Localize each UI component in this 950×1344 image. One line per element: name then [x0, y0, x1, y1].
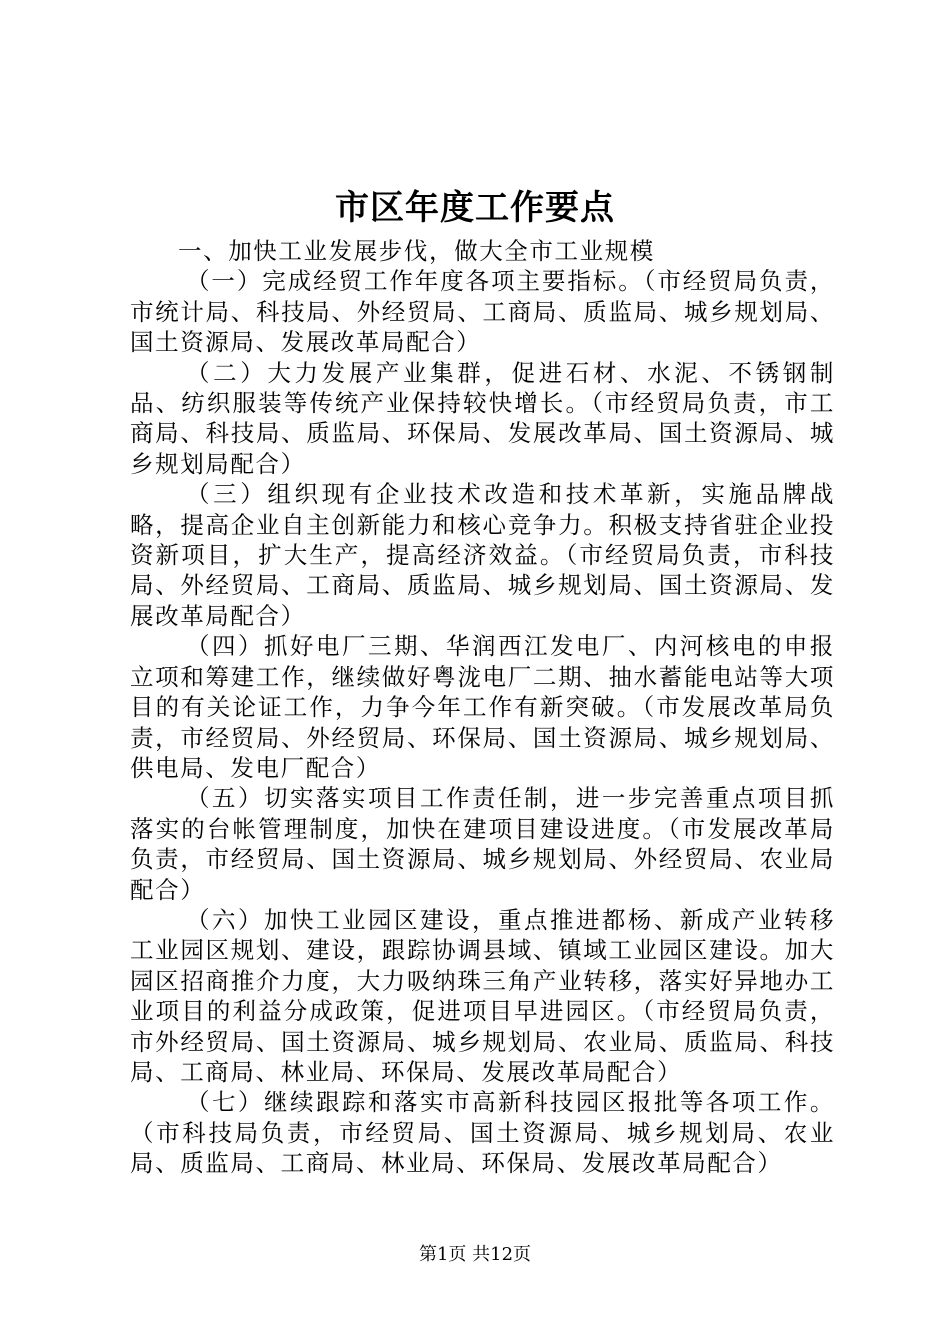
paragraph-item-6: （六）加快工业园区建设，重点推进都杨、新成产业转移工业园区规划、建设，跟踪协调县域、镇域工业园区建设。加大园区招商推介力度，大力吸纳珠三角产业转移，落实好异地办工业项目的利益分成政策，促进项目早进园区。（市经贸局负责，市外经贸局、国土资源局、城乡规划局、农业局、质监局、科技局、工商局、林业局、环保局、发展改革局配合）	[130, 905, 835, 1086]
section-heading: 一、加快工业发展步伐，做大全市工业规模	[178, 237, 655, 265]
paragraph-item-2: （二）大力发展产业集群，促进石材、水泥、不锈钢制品、纺织服装等传统产业保持较快增长。（市经贸局负责，市工商局、科技局、质监局、环保局、发展改革局、国土资源局、城乡规划局配合）	[130, 358, 835, 478]
page-footer: 第1页 共12页	[418, 1244, 532, 1265]
document-body	[130, 236, 835, 1179]
paragraph-item-7: （七）继续跟踪和落实市高新科技园区报批等各项工作。（市科技局负责，市经贸局、国土资源局、城乡规划局、农业局、质监局、工商局、林业局、环保局、发展改革局配合）	[130, 1088, 835, 1178]
paragraph-item-5: （五）切实落实项目工作责任制，进一步完善重点项目抓落实的台帐管理制度，加快在建项目建设进度。（市发展改革局负责，市经贸局、国土资源局、城乡规划局、外经贸局、农业局配合）	[130, 784, 835, 904]
paragraph-item-3: （三）组织现有企业技术改造和技术革新，实施品牌战略，提高企业自主创新能力和核心竞争力。积极支持省驻企业投资新项目，扩大生产，提高经济效益。（市经贸局负责，市科技局、外经贸局、工商局、质监局、城乡规划局、国土资源局、发展改革局配合）	[130, 480, 835, 630]
paragraph-item-1: （一）完成经贸工作年度各项主要指标。（市经贸局负责，市统计局、科技局、外经贸局、工商局、质监局、城乡规划局、国土资源局、发展改革局配合）	[130, 267, 835, 357]
paragraph-item-4: （四）抓好电厂三期、华润西江发电厂、内河核电的申报立项和筹建工作，继续做好粤泷电厂二期、抽水蓄能电站等大项目的有关论证工作，力争今年工作有新突破。（市发展改革局负责，市经贸局、外经贸局、环保局、国土资源局、城乡规划局、供电局、发电厂配合）	[130, 632, 835, 782]
document-title: 市区年度工作要点	[335, 188, 615, 228]
